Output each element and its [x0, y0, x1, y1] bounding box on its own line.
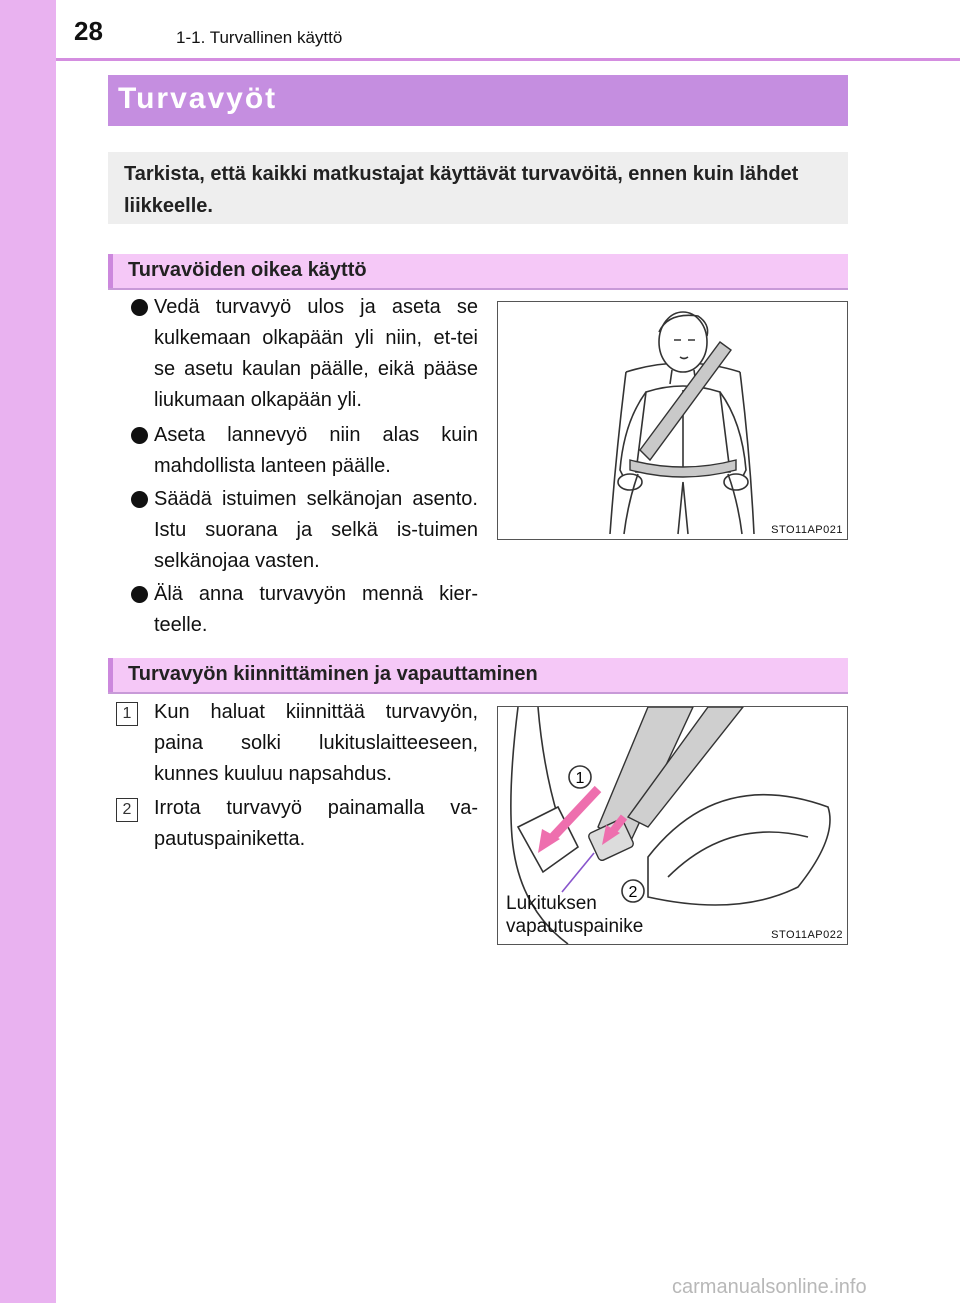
intro-text: Tarkista, että kaikki matkustajat käyttävät turvavöitä, ennen kuin lähdet liikkeelle.	[124, 163, 799, 217]
bullet-text: Älä anna turvavyön mennä kier-teelle.	[154, 583, 478, 636]
step-text: Kun haluat kiinnittää turvavyön, paina solki lukituslaitteeseen, kunnes kuuluu napsahdus.	[154, 701, 478, 785]
step-text: Irrota turvavyö painamalla va-pautuspainiketta.	[154, 797, 478, 850]
section-heading-bar	[108, 254, 113, 288]
watermark: carmanualsonline.info	[672, 1276, 867, 1298]
chapter-title: 1-1. Turvallinen käyttö	[176, 28, 343, 47]
figure-buckle	[497, 706, 848, 945]
title-bar	[108, 75, 848, 126]
step-number-1: 1	[116, 702, 138, 726]
section-heading-label: Turvavöiden oikea käyttö	[128, 259, 367, 281]
figure-label-line: Lukituksen	[506, 893, 597, 914]
section-heading-label: Turvavyön kiinnittäminen ja vapauttaminen	[128, 663, 538, 685]
bullet-icon	[131, 491, 148, 508]
figure-callout-2: 2	[628, 884, 638, 901]
figure-code: STO11AP022	[771, 929, 843, 941]
bullet-icon	[131, 427, 148, 444]
figure-seated-passenger	[497, 301, 848, 540]
section-heading-bar	[108, 658, 113, 692]
section-heading-proper-use	[108, 254, 848, 290]
intro-box	[108, 152, 848, 224]
bullet-icon	[131, 299, 148, 316]
page-title: Turvavyöt	[118, 82, 278, 115]
side-band	[0, 0, 56, 1303]
bullet-icon	[131, 586, 148, 603]
bullet-text: Vedä turvavyö ulos ja aseta se kulkemaan olkapään yli niin, et-tei se asetu kaulan päälle, eikä pääse liukumaan olkapään yli.	[154, 296, 478, 411]
page-number: 28	[74, 16, 103, 46]
header-rule	[56, 58, 960, 61]
section-heading-fastening	[108, 658, 848, 694]
seated-passenger-illustration	[498, 302, 847, 539]
bullet-text: Aseta lannevyö niin alas kuin mahdollista lanteen päälle.	[154, 424, 478, 477]
bullet-text: Säädä istuimen selkänojan asento. Istu suorana ja selkä is-tuimen selkänojaa vasten.	[154, 488, 478, 572]
figure-label-release-button	[506, 892, 643, 938]
figure-code: STO11AP021	[771, 524, 843, 536]
figure-label-line: vapautuspainike	[506, 916, 644, 937]
figure-callout-1: 1	[575, 770, 585, 787]
step-number-2: 2	[116, 798, 138, 822]
